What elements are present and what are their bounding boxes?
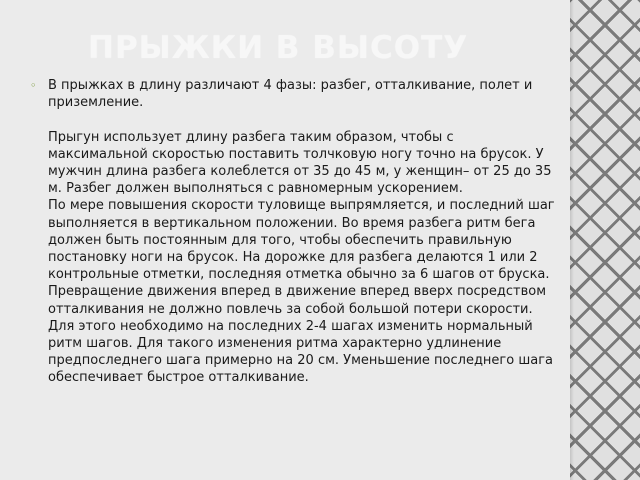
paragraph-takeoff: Превращение движения вперед в движение вперед вверх посредством отталкивания не должно повлечь за собой большой потери скорости. Для этого необходимо на последних 2-4 шагах изменить нормальный ритм шагов. Для такого изменения ритма характерно удлинение предпоследнего шага примерно на 20 см. Уменьшение последнего шага обеспечивает быстрое отталкивание. xyxy=(48,284,554,386)
paragraph-run-up: Прыгун использует длину разбега таким образом, чтобы с максимальной скоростью поставить толчковую ногу точно на брусок. У мужчин длина разбега колеблется от 35 до 45 м, у женщин– от 25 до 35 м. Разбег должен выполняться с равномерным ускорением. xyxy=(48,129,552,197)
paragraph-gap xyxy=(48,111,555,128)
slide-body xyxy=(30,77,555,387)
bullet-item xyxy=(30,77,555,387)
paragraph-phases: В прыжках в длину различают 4 фазы: разбег, отталкивание, полет и приземление. xyxy=(48,78,533,111)
bullet-icon: ◦ xyxy=(30,79,37,92)
slide-title: ПРЫЖКИ В ВЫСОТУ xyxy=(88,30,469,66)
decorative-pattern-strip xyxy=(570,0,640,480)
paragraph-rhythm: По мере повышения скорости туловище выпрямляется, и последний шаг выполняется в вертикальном положении. Во время разбега ритм бега должен быть постоянным для того, чтобы обеспечить правильную постановку ноги на брусок. На дорожке для разбега делаются 1 или 2 контрольные отметки, последняя отметка обычно за 6 шагов от бруска. xyxy=(48,198,555,283)
pattern-edge-shadow xyxy=(570,0,574,480)
